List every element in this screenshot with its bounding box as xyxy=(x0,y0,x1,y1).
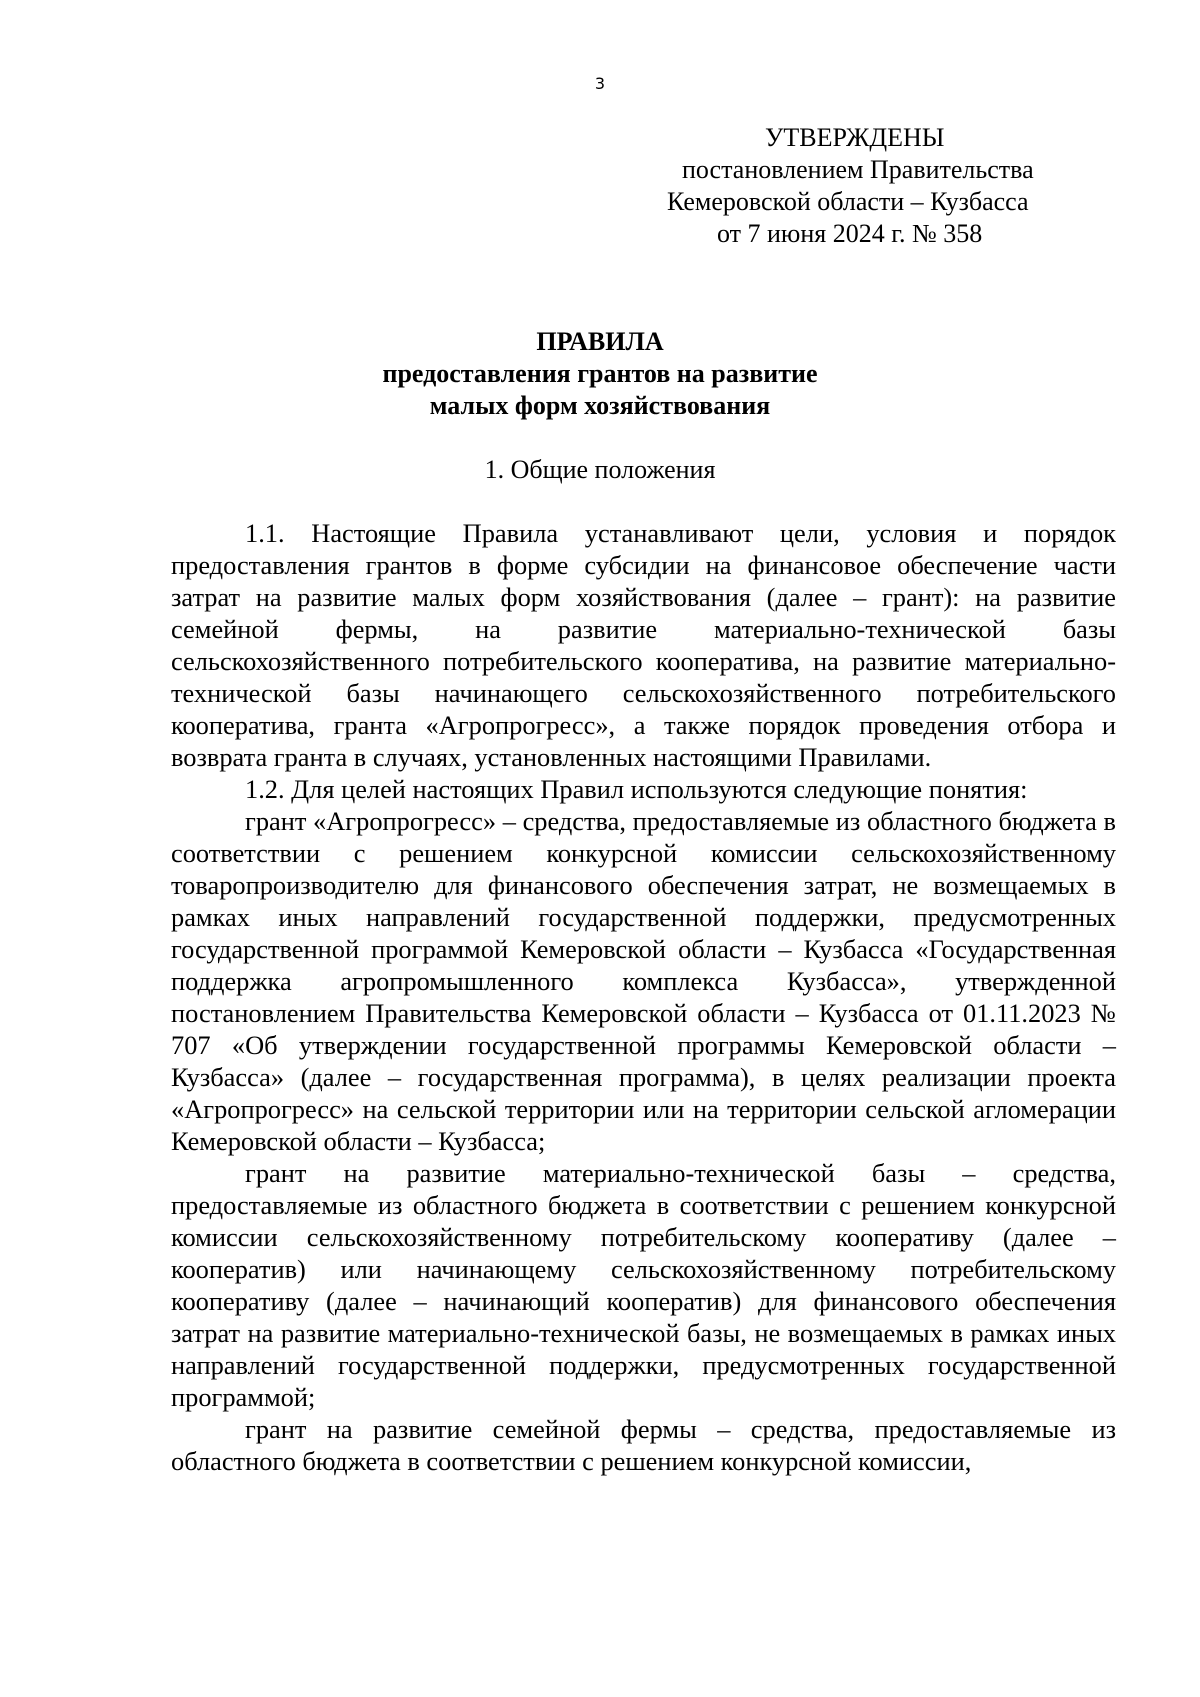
paragraph: грант на развитие материально-технической базы – средства, предоставляемые из областного бюджета в соответствии с решением конкурсной комиссии сельскохозяйственному потребительскому кооперативу (далее – кооператив) или начинающему сельскохозяйственному потребительскому кооперативу (далее – начинающий кооператив) для финансового обеспечения затрат на развитие материально-технической базы, не возмещаемых в рамках иных направлений государственной поддержки, предусмотренных государственной программой; xyxy=(171,1158,1116,1412)
approval-line: Кемеровской области – Кузбасса xyxy=(667,187,1029,216)
title-line: предоставления грантов на развитие xyxy=(382,359,818,388)
paragraph: грант «Агропрогресс» – средства, предоставляемые из областного бюджета в соответствии с решением конкурсной комиссии сельскохозяйственному товаропроизводителю для финансового обеспечения затрат, не возмещаемых в рамках иных направлений государственной поддержки, предусмотренных государственной программой Кемеровской области – Кузбасса «Государственная поддержка агропромышленного комплекса Кузбасса», утвержденной постановлением Правительства Кемеровской области – Кузбасса от 01.11.2023 № 707 «Об утверждении государственной программы Кемеровской области – Кузбасса» (далее – государственная программа), в целях реализации проекта «Агропрогресс» на сельской территории или на территории сельской агломерации Кемеровской области – Кузбасса; xyxy=(171,806,1116,1156)
paragraph: 1.1. Настоящие Правила устанавливают цели, условия и порядок предоставления грантов в форме субсидии на финансовое обеспечение части затрат на развитие малых форм хозяйствования (далее – грант): на развитие семейной фермы, на развитие материально-технической базы сельскохозяйственного потребительского кооператива, на развитие материально-технической базы начинающего сельскохозяйственного потребительского кооператива, гранта «Агропрогресс», а также порядок проведения отбора и возврата гранта в случаях, установленных настоящими Правилами. xyxy=(171,518,1116,772)
body-text xyxy=(171,517,1116,1477)
section-heading: 1. Общие положения xyxy=(484,455,716,484)
paragraph: 1.2. Для целей настоящих Правил используются следующие понятия: xyxy=(245,774,1028,804)
approval-date-number: от 7 июня 2024 г. № 358 xyxy=(717,219,983,248)
approval-heading: УТВЕРЖДЕНЫ xyxy=(765,123,945,152)
title-line: малых форм хозяйствования xyxy=(429,391,771,420)
page-number: 3 xyxy=(594,74,606,93)
approval-stamp-block xyxy=(660,122,1120,250)
document-title xyxy=(170,326,1030,422)
title-line: ПРАВИЛА xyxy=(536,327,664,356)
paragraph: грант на развитие семейной фермы – средства, предоставляемые из областного бюджета в соответствии с решением конкурсной комиссии, xyxy=(171,1414,1116,1476)
approval-line: постановлением Правительства xyxy=(682,155,1034,184)
